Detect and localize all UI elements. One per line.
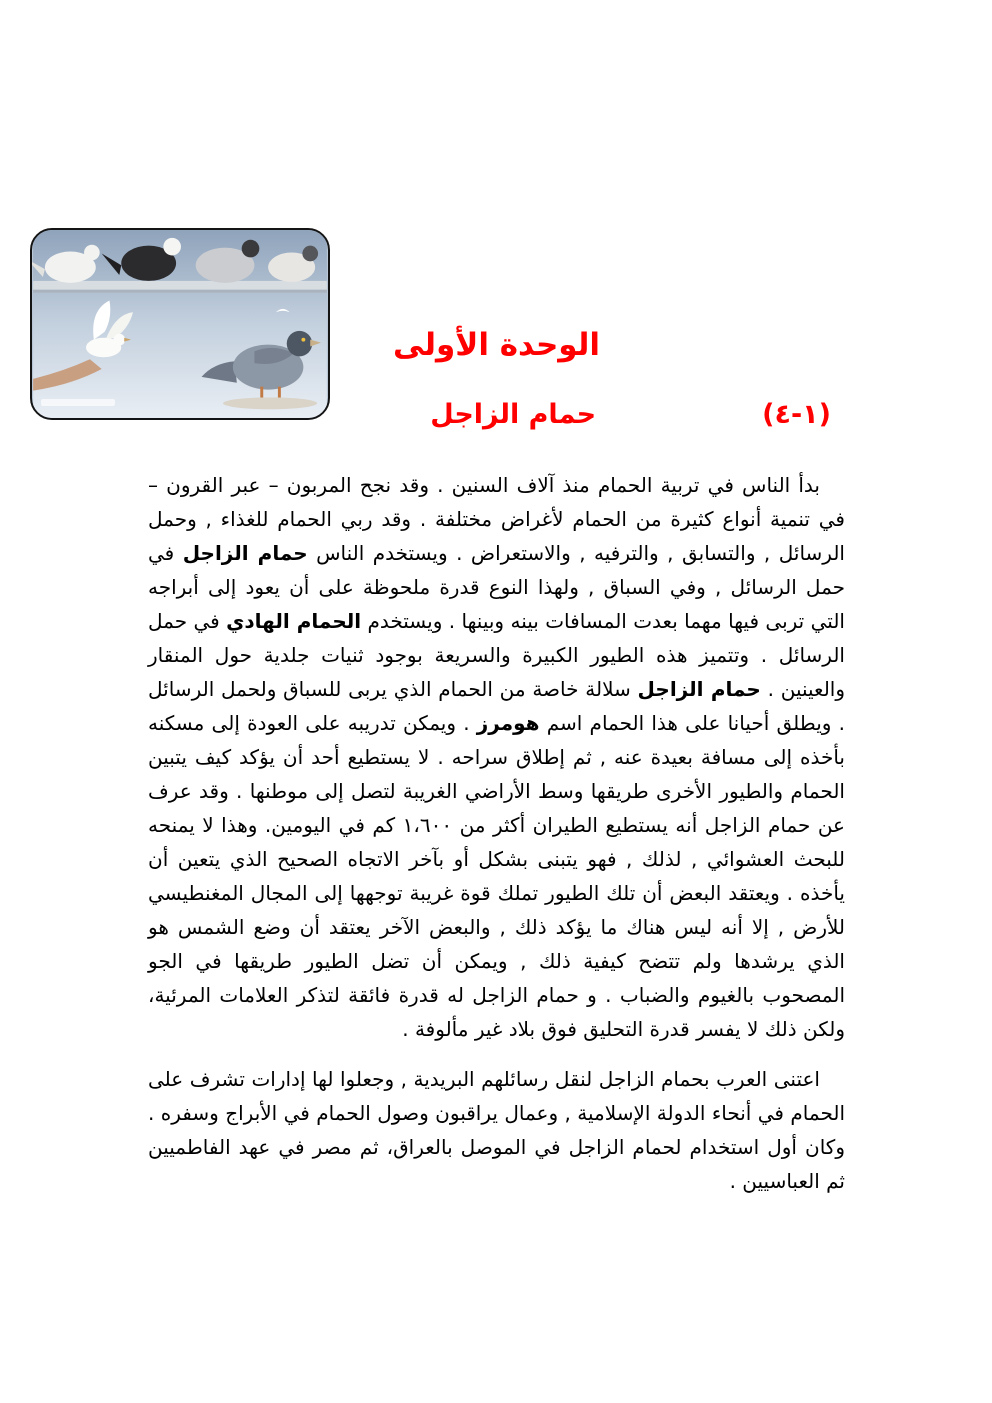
text-run: في حمل الرسائل . وتتميز هذه الطيور الكبيرة والسريعة بوجود ثنيات جلدية حول المنقار والعينين .	[148, 609, 846, 701]
bold-term-guide-pigeon: الحمام الهادي	[226, 609, 362, 633]
text-run: سلالة خاصة من الحمام الذي يربى للسباق ولحمل الرسائل . ويطلق أحيانا على هذا الحمام اسم	[148, 677, 845, 735]
photo-watermark	[41, 399, 115, 406]
lesson-number: (١-٤)	[762, 399, 831, 430]
bold-term-homing-pigeon-2: حمام الزاجل	[637, 677, 761, 701]
lesson-title: حمام الزاجل	[430, 399, 597, 430]
paragraph-1	[148, 468, 845, 1046]
article-body	[148, 468, 845, 1214]
unit-title: الوحدة الأولى	[392, 327, 601, 363]
lesson-heading	[148, 398, 845, 432]
bold-term-homing-pigeon: حمام الزاجل	[182, 541, 308, 565]
text-run: بدأ الناس في تربية الحمام منذ آلاف السنين . وقد نجح المربون – عبر القرون – في تنمية أنواع كثيرة من الحمام لأغراض مختلفة . وقد ربي الحمام للغذاء , وحمل الرسائل , والتسابق , والترفيه , والاستعراض . ويستخدم الناس	[148, 473, 845, 565]
text-run: في حمل الرسائل , وفي السباق , ولهذا النوع قدرة ملحوظة على أن يعود إلى أبراجه التي تربى فيها مهما بعدت المسافات بينه وبينها . ويستخدم	[148, 541, 845, 633]
paragraph-2: اعتنى العرب بحمام الزاجل لنقل رسائلهم البريدية , وجعلوا لها إدارات تشرف على الحمام في أنحاء الدولة الإسلامية , وعمال يراقبون وصول الحمام في الأبراج وسفره . وكان أول استخدام لحمام الزاجل في الموصل بالعراق، ثم مصر في عهد الفاطميين ثم العباسيين .	[148, 1067, 845, 1193]
page-header	[148, 326, 845, 432]
bold-term-homers: هومرز	[476, 711, 540, 735]
text-run: . ويمكن تدريبه على العودة إلى مسكنه بأخذه إلى مسافة بعيدة عنه , ثم إطلاق سراحه . لا يستطيع أحد أن يؤكد كيف يتبين الحمام والطيور الأخرى طريقها وسط الأراضي الغريبة لتصل إلى موطنها . وقد عرف عن حمام الزاجل أنه يستطيع الطيران أكثر من ١،٦٠٠ كم في اليومين. وهذا لا يمنحه للبحث العشوائي , لذلك , فهو يتبنى بشكل أو بآخر الاتجاه الصحيح الذي يتعين أن يأخذه . ويعتقد البعض أن تلك الطيور تملك قوة غريبة توجهها إلى المجال المغنطيسي للأرض , إلا أنه ليس هناك ما يؤكد ذلك , والبعض الآخر يعتقد أن وضع الشمس هو الذي يرشدها ولم تتضح كيفية ذلك , ويمكن أن تضل الطيور طريقها في الجو المصحوب بالغيوم والضباب . و حمام الزاجل له قدرة فائقة لتذكر العلامات المرئية، ولكن ذلك لا يفسر قدرة التحليق فوق بلاد غير مألوفة .	[148, 711, 845, 1041]
